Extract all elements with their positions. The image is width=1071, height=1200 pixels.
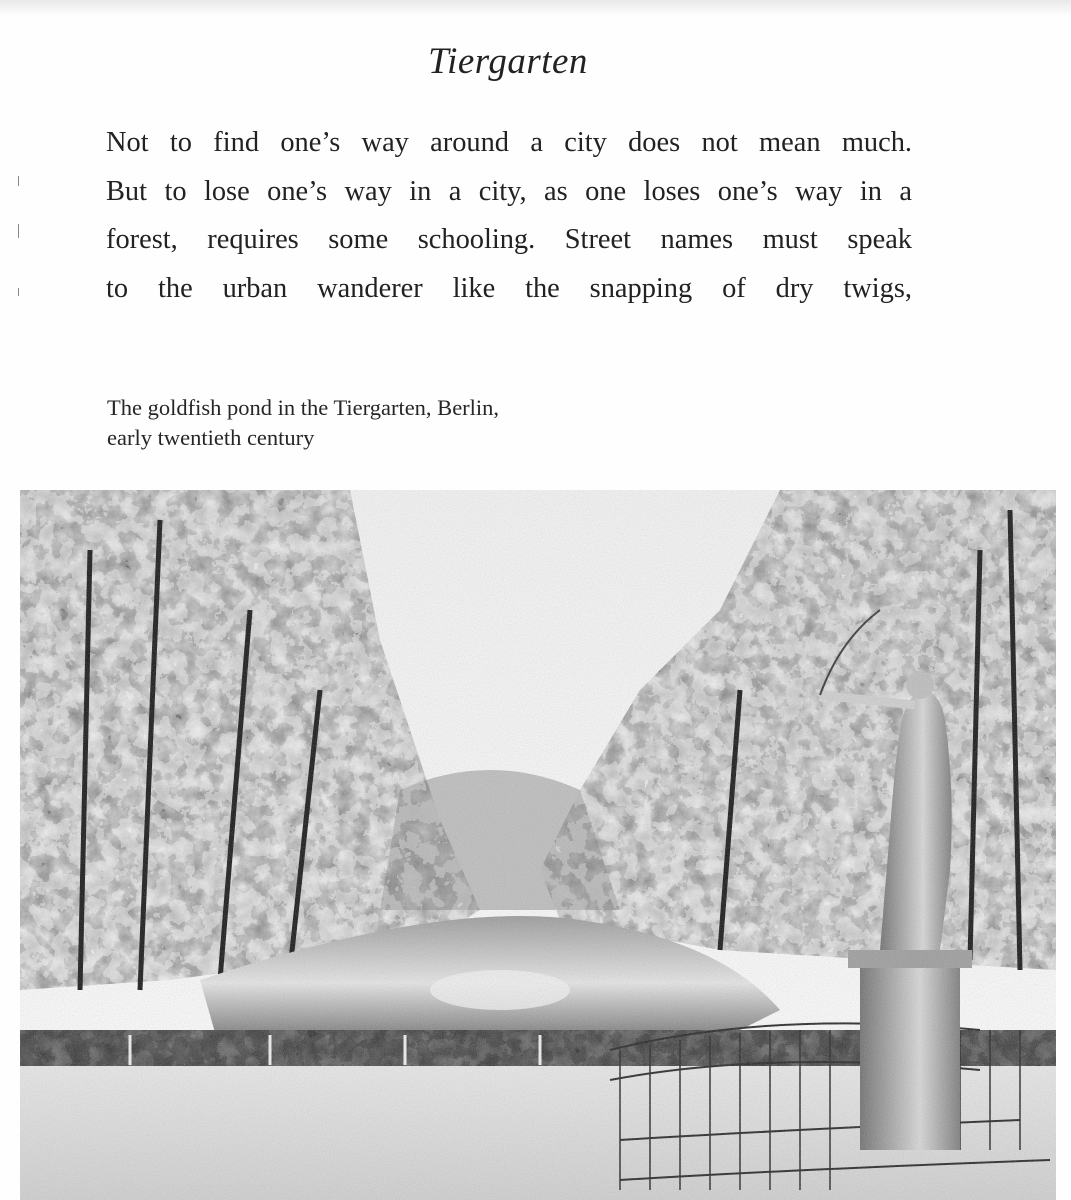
scan-edge-shadow <box>0 0 1071 16</box>
body-line: forest, requires some schooling. Street names must speak <box>106 224 912 255</box>
caption-line: early twentieth century <box>107 425 315 450</box>
caption-line: The goldfish pond in the Tiergarten, Berlin, <box>107 395 500 420</box>
body-paragraph <box>106 119 912 313</box>
body-line: But to lose one’s way in a city, as one loses one’s way in a <box>106 175 912 207</box>
body-line: to the urban wanderer like the snapping of dry twigs, <box>106 272 912 304</box>
figure-caption <box>107 393 499 453</box>
chapter-title: Tiergarten <box>428 41 588 82</box>
body-line: Not to find one’s way around a city does not mean much. <box>106 127 912 158</box>
scan-margin-marks <box>18 176 22 306</box>
pond-photograph <box>20 490 1056 1200</box>
